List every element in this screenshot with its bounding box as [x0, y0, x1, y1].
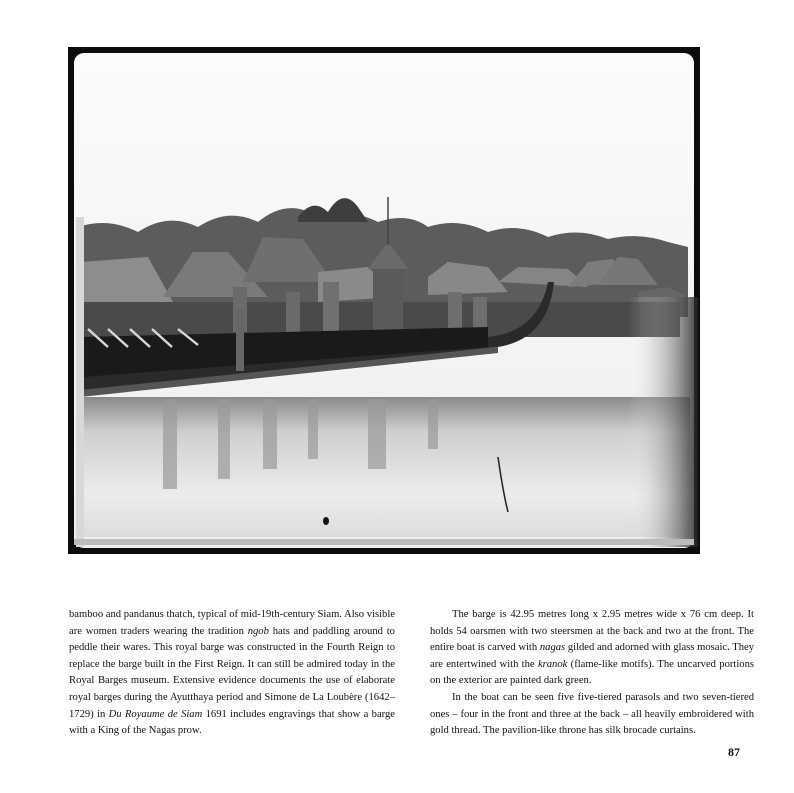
left-text-column: [69, 607, 395, 740]
text-run: The barge is 42.95 metres long x 2.95 metres wide x 76 cm deep. It holds 54 oarsmen with two steersmen at the back and two at the front. The entire boat is carved with: [430, 609, 754, 654]
text-run: (flame-like motifs). The uncarved portions on the exterior are painted dark green.: [430, 658, 755, 687]
right-paragraph-1: [430, 607, 754, 690]
left-paragraph-1: [69, 607, 395, 740]
italic-term-ngob: ngob: [247, 625, 269, 637]
photo-illustration: [68, 47, 700, 554]
text-run: gilded and adorned with glass mosaic. They are entertwined with the: [430, 642, 754, 670]
text-run: bamboo and pandanus thatch, typical of mid-19th-century Siam. Also visible are women traders wearing the tradition: [69, 609, 395, 637]
italic-term-nagas: nagas: [539, 642, 566, 654]
text-run: 1691 includes engravings that show a barge with a King of the Nagas prow.: [69, 708, 395, 737]
right-paragraph-2: In the boat can be seen five five-tiered parasols and two seven-tiered ones – four in the front and three at the back – all heavily embroidered with gold thread. The pavilion-like throne has silk brocade curtains.: [430, 691, 754, 737]
italic-term-kranok: kranok: [537, 658, 568, 670]
text-run: hats and paddling around to peddle their wares. This royal barge was constructed in the Fourth Reign to replace the barge built in the First Reign. It can still be admired today in the Royal Barges museum. Extensive evidence documents the use of elaborate royal barges during the Ayutthaya period and Simone de La Loubère (1642–1729) in: [69, 625, 395, 720]
royal-barge-photograph: [68, 47, 700, 554]
page-number: 87: [728, 745, 740, 759]
right-text-column: [430, 607, 754, 740]
italic-book-title: Du Royaume de Siam: [108, 708, 203, 720]
